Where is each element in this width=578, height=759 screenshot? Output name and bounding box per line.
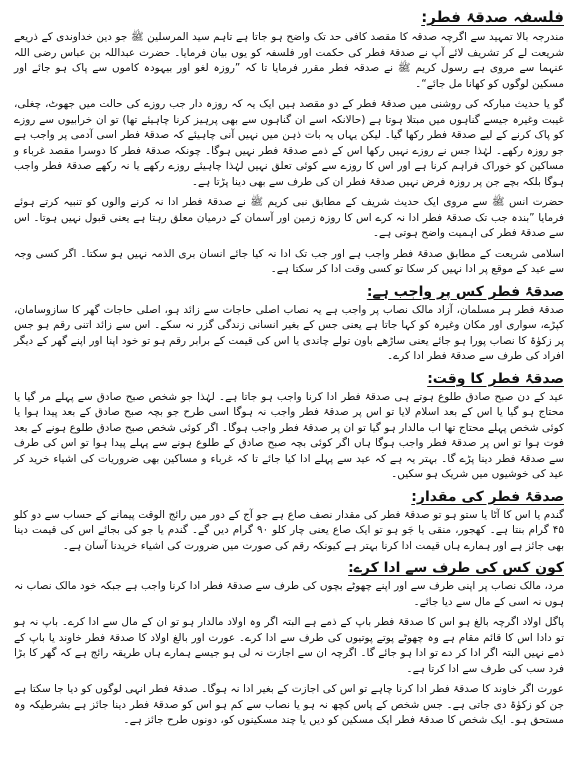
section-heading: صدقۂ فطر کا وقت: [427, 370, 564, 387]
paragraph: صدقۂ فطر ہر مسلمان، آزاد مالک نصاب پر واجب ہے یہ نصاب اصلی حاجات سے زائد ہو، اصلی حاجات گھر کا سازوسامان، کپڑے، سواری اور مکان وغیرہ کو کہا جاتا ہے یعنی جس کے بغیر انسانی زندگی گزر نہ سکے۔ اس سے زائد اتنی رقم ہو جس پر زکوٰۃ کا نصاب پورا ہو جائے یعنی ساڑھے باون تولے چاندی یا اس کی قیمت کے برابر رقم ہو تو خود اپنا اور اپنے گھر کے دیگر افراد کی طرف سے صدقۂ فطر ادا کرے۔ [14, 303, 564, 362]
section-heading: صدقۂ فطر کس پر واجب ہے: [366, 283, 564, 300]
section-obligation [14, 283, 564, 365]
section-timing [14, 370, 564, 483]
page-title: فلسفہ صدقۂ فطر: [421, 8, 564, 26]
section-heading: کون کس کی طرف سے ادا کرے: [348, 560, 564, 576]
section-heading: صدقۂ فطر کی مقدار: [411, 488, 564, 505]
paragraph: عید کے دن صبح صادق طلوع ہوتے ہی صدقۂ فطر ادا کرنا واجب ہو جاتا ہے۔ لہٰذا جو شخص صبح صادق سے پہلے مر گیا یا محتاج ہو گیا یا اس کے بعد اسلام لایا تو اس پر صدقۂ فطر واجب نہ ہوگا اسی طرح جو بچہ صبح صادق کے بعد پیدا ہوا یا کوئی شخص پہلے محتاج تھا اب مالدار ہو گیا تو ان پر صدقۂ فطر واجب ہوگا۔ اگر کوئی شخص صبح صادق طلوع ہونے کے بعد فوت ہوا تو اس پر صدقۂ فطر واجب ہوگا ہاں اگر کوئی بچہ صبح صادق کے طلوع ہونے سے پہلے پیدا ہوا تو اس کی طرف سے صدقۂ فطر دینا پڑے گا۔ بہتر یہ ہے کہ عید سے پہلے ادا کیا جائے تا کہ غرباء و مساکین بھی ضروریات کی اشیاء خرید کر عید کی خوشیوں میں شریک ہو سکیں۔ [14, 390, 564, 480]
section-amount [14, 488, 564, 555]
paragraph: عورت اگر خاوند کا صدقۂ فطر ادا کرنا چاہے تو اس کی اجازت کے بغیر ادا نہ ہوگا۔ صدقۂ فطر انہی لوگوں کو دیا جا سکتا ہے جن کو زکوٰۃ دی جاتی ہے۔ جس شخص کے پاس کچھ نہ ہو یا نصاب سے کم ہو اس کو صدقۂ فطر دینا جائز ہے بشرطیکہ وہ مستحق ہو۔ ایک شخص کا صدقۂ فطر ایک مسکین کو دیں یا چند مسکینوں کو، دونوں طرح جائز ہے۔ [14, 683, 564, 726]
paragraph: حضرت انس ﷺ سے مروی ایک حدیث شریف کے مطابق نبی کریم ﷺ نے صدقۂ فطر ادا نہ کرنے والوں کو تنبیہ کرتے ہوئے فرمایا ”بندہ جب تک صدقۂ فطر ادا نہ کرے اس کا روزہ زمین اور آسمان کے درمیان معلق رہتا ہے یعنی قبول نہیں ہوتا۔ اس سے صدقۂ فطر کی اہمیت واضح ہوتی ہے۔ [14, 196, 564, 239]
section-intro [14, 30, 564, 278]
paragraph: مندرجہ بالا تمہید سے اگرچہ صدقہ کا مقصد کافی حد تک واضح ہو جاتا ہے تاہم سید المرسلین ﷺ جو دین خداوندی کے ذریعے شریعت لے کر تشریف لائے آپ نے صدقۂ فطر کی حکمت اور فلسفہ کو یوں بیان فرمایا۔ حضرت عبداللہ بن عباس رضی اللہ عنہما سے مروی ہے رسول کریم ﷺ نے صدقہ فطر مقرر فرمایا تا کہ ”روزہ لغو اور بیہودہ کاموں سے پاک ہو جائے اور مسکین لوگوں کو کھانا مل جائے“۔ [14, 31, 564, 90]
paragraph: گندم یا اس کا آٹا یا ستو ہو تو صدقۂ فطر کی مقدار نصف صاع ہے جو آج کے دور میں رائج الوقت پیمانے کے حساب سے دو کلو ۴۵ گرام بنتا ہے۔ کھجور، منقی یا جَو ہو تو ایک صاع یعنی چار کلو ۹۰ گرام دیں گے۔ گندم یا جو کی بجائے اس کی قیمت دینا بھی جائز ہے اور ہمارے ہاں قیمت ادا کرنا بہتر ہے کیونکہ رقم کی صورت میں ضرورت کی اشیاء خریدنا آسان ہے۔ [14, 508, 564, 552]
paragraph: پاگل اولاد اگرچہ بالغ ہو اس کا صدقۂ فطر باپ کے ذمے ہے البتہ اگر وہ اولاد مالدار ہو تو ان کے مال سے ادا کرے۔ باپ نہ ہو تو دادا اس کا قائم مقام ہے وہ چھوٹے پوتے پوتیوں کی طرف سے ادا کرے۔ عورت اور بالغ اولاد کا صدقۂ فطر خاوند یا باپ کے ذمے نہیں البتہ اگر ادا کر دے تو ادا ہو جائے گا۔ اگرچہ ان سے اجازت نہ لی ہو جیسے ہمارے ہاں طریقہ رائج ہے کہ گھر کا بڑا فرد سب کی طرف سے ادا کرتا ہے۔ [14, 616, 564, 675]
section-who-pays [14, 559, 564, 729]
paragraph: مرد، مالک نصاب پر اپنی طرف سے اور اپنے چھوٹے بچوں کی طرف سے صدقۂ فطر ادا کرنا واجب ہے جبکہ خود مالک نصاب نہ ہوں نہ اسی کے مال سے دیا جائے۔ [14, 580, 564, 608]
paragraph: اسلامی شریعت کے مطابق صدقۂ فطر واجب ہے اور جب تک ادا نہ کیا جائے انسان بری الذمہ نہیں ہو سکتا۔ اگر کسی وجہ سے عید کے موقع پر ادا نہیں کر سکا تو کسی وقت ادا کر سکتا ہے۔ [14, 247, 564, 275]
paragraph: گو یا حدیث مبارکہ کی روشنی میں صدقۂ فطر کے دو مقصد ہیں ایک یہ کہ روزہ دار جب روزے کی حالت میں جھوٹ، چغلی، غیبت وغیرہ جیسے گناہوں میں مبتلا ہوتا ہے (حالانکہ اسے ان گناہوں سے بھی پرہیز کرنا چاہیئے تھا) تو ان خرابیوں سے روزے کو پاک کرنے کے لیے صدقۂ فطر رکھا گیا۔ لیکن یہاں یہ بات ذہن میں نہیں آنی چاہیئے کہ صدقۂ فطر اسی آدمی پر واجب ہے جو روزہ رکھے۔ لہٰذا جس نے روزے نہیں رکھا اس کے ذمے صدقۂ فطر نہیں ہوگا۔ چونکہ صدقۂ فطر کا دوسرا مقصد غرباء و مساکین کو خوراک فراہم کرنا ہے اور اس کا روزے سے کوئی تعلق نہیں لہٰذا چاہیئے روزے رکھے یا نہ رکھے صدقۂ فطر واجب ہوگا بلکہ بچے جن پر روزہ فرض نہیں صدقۂ فطر ان کی طرف سے بھی دینا پڑتا ہے۔ [14, 98, 564, 188]
